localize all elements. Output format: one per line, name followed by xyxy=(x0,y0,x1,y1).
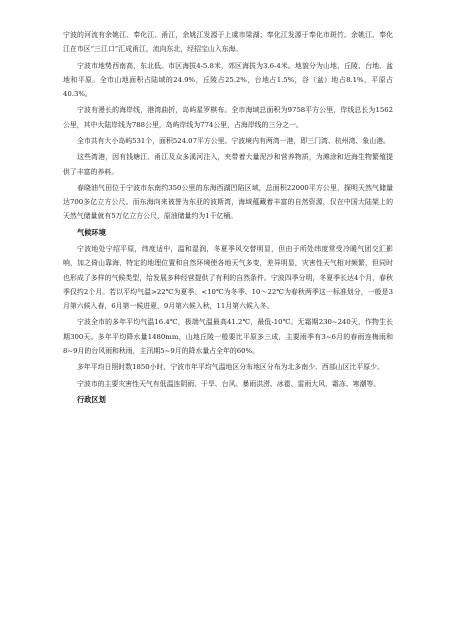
paragraph-bays: 这些湾港，因有钱塘江、甬江及众多溪河注入，夹带着大量泥沙和营养物质，为滩涂和近海生物繁殖提供了丰富的养料。 xyxy=(63,153,393,176)
paragraph-rivers: 宁波的河流有余姚江、奉化江、甬江，余姚江发源于上虞市梁湖；奉化江发源于奉化市斑竹。余姚江、奉化江在市区“三江口”汇成甬江，流向东北，经招宝山入东海。 xyxy=(63,31,393,54)
paragraph-climate-overview: 宁波地处宁绍平原，纬度适中，温和湿润，冬夏季风交替明显，但由于所处纬度常受冷暖气团交汇影响，加之倚山靠海，特定的地理位置和自然环境使各地天气多变，差异明显，灾害性天气相对频繁，但同时也形成了多样的气候类型，给发展多种经营提供了有利的自然条件。宁波四季分明，冬夏季长达4个月，春秋季仅约2个月。若以平均气温>22℃为夏季、<10℃为冬季、10～22℃为春秋两季这一标准划分，一般是3月第六候入春，6月第一候进夏，9月第六候入秋，11月第六候入冬。 xyxy=(63,245,393,310)
paragraph-coastline: 宁波有漫长的海岸线，港湾曲折，岛屿星罗棋布。全市海域总面积为9758平方公里，岸线总长为1562公里，其中大陆岸线为788公里，岛屿岸线为774公里，占海岸线的三分之一。 xyxy=(63,106,393,129)
paragraph-hazards: 宁波市的主要灾害性天气有低温连阴雨、干旱、台风、暴雨洪涝、冰雹、雷雨大风、霜冻、寒潮等。 xyxy=(77,379,381,388)
paragraph-islands: 全市共有大小岛屿531个，面积524.07平方公里。宁波境内有两湾一港，即三门湾、杭州湾、象山港。 xyxy=(77,136,390,145)
section-heading-climate: 气候环境 xyxy=(77,227,106,237)
section-heading-administration: 行政区划 xyxy=(77,394,106,404)
section-climate xyxy=(63,242,393,391)
paragraph-gas-field: 春晓油气田位于宁波市东南约350公里的东海西湖凹陷区域，总面积22000平方公里，探明天然气储量达700多亿立方公尺。而东海向来被誉为东亚的波斯湾，海域蕴藏着丰富的自然资源，仅在中国大陆架上的天然气储量就有5万亿立方公尺，原油储量约为1千亿桶。 xyxy=(63,183,393,221)
paragraph-temperature: 宁波全市的多年平均气温16.4℃，极端气温最高41.2℃，最低-10℃。无霜期230~240天，作物生长期300天。多年平均降水量1480mm，山地丘陵一般要比平原多三成，主要雨季有3~6月的春雨连梅雨和8~9月的台风雨和秋雨，主汛期5~9月的降水量占全年的60%。 xyxy=(63,318,393,355)
document-page xyxy=(63,28,393,409)
paragraph-sunshine: 多年平均日照时数1850小时，宁波市年平均气温地区分布地区分布为北多南少、西部山区比平原少。 xyxy=(77,363,384,372)
section-geography xyxy=(63,28,393,224)
paragraph-terrain: 宁波市地势西南高，东北低。市区海拔4-5.8米，郊区海拔为3.6-4米。地貌分为山地、丘陵、台地、盆地和平原。全市山地面积占陆域的24.9%，丘陵占25.2%，台地占1.5%，谷（盆）地占8.1%，平原占40.3%。 xyxy=(63,61,393,98)
